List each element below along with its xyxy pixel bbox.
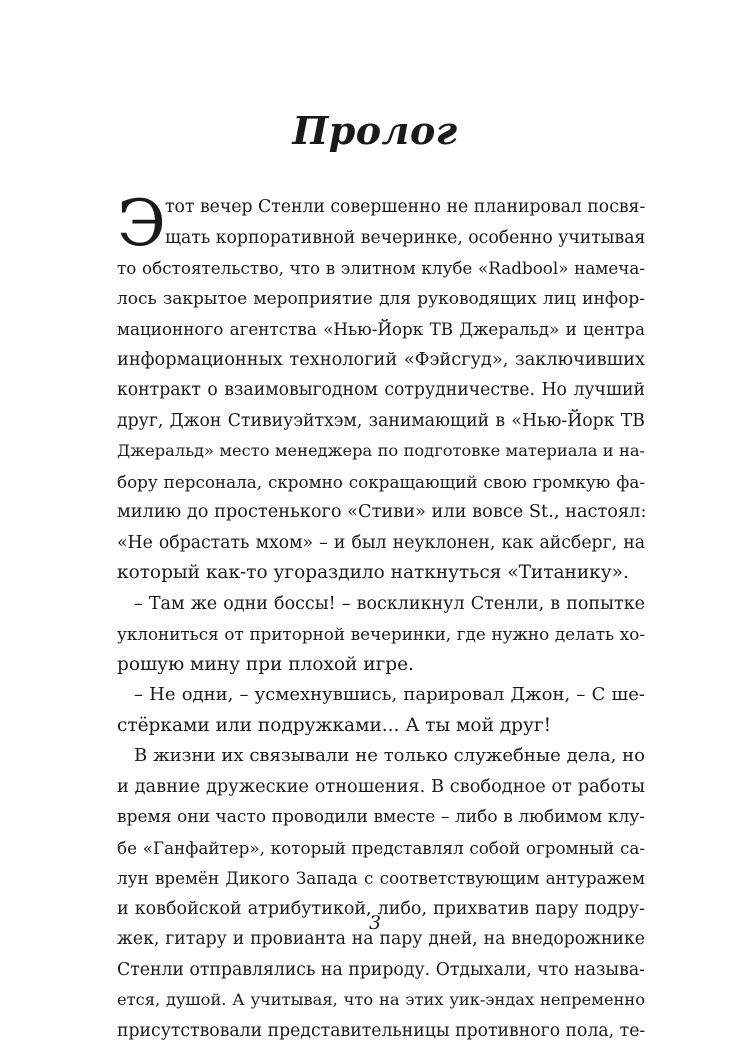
text-line: который как-то угораздило наткнуться «Титанику». [117, 558, 645, 589]
text-line: то обстоятельство, что в элитном клубе «Radbool» намеча- [117, 253, 645, 284]
text-line: В жизни их связывали не только служебные дела, но [117, 741, 645, 772]
text-line: уклониться от приторной вечеринки, где нужно делать хо- [117, 619, 645, 650]
text-line: лось закрытое мероприятие для руководящих лиц инфор- [117, 284, 645, 315]
text-line: милию до простенького «Стиви» или вовсе St., настоял: [117, 497, 645, 528]
text-line: информационных технологий «Фэйсгуд», заключивших [117, 345, 645, 376]
text-line: «Не обрастать мхом» – и был неуклонен, как айсберг, на [117, 528, 645, 559]
text-line: стёрками или подружками... А ты мой друг! [117, 711, 645, 742]
text-line: и ковбойской атрибутикой, либо, прихватив пару подру- [117, 894, 645, 925]
text-line: и давние дружеские отношения. В свободное от работы [117, 772, 645, 803]
text-line: контракт о взаимовыгодном сотрудничестве. Но лучший [117, 375, 645, 406]
text-line: жек, гитару и провианта на пару дней, на внедорожнике [117, 924, 645, 955]
text-line: присутствовали представительницы противного пола, те- [117, 1016, 645, 1046]
text-line: мационного агентства «Нью-Йорк ТВ Джеральд» и центра [117, 314, 645, 345]
drop-cap-letter: Э [117, 194, 166, 254]
text-line: щать корпоративной вечеринке, особенно учитывая [117, 223, 645, 254]
text-line: рошую мину при плохой игре. [117, 650, 645, 681]
text-line: Джеральд» место менеджера по подготовке материала и на- [117, 436, 645, 467]
page-number: 3 [0, 912, 750, 934]
text-line: – Там же одни боссы! – воскликнул Стенли, в попытке [117, 589, 645, 620]
text-line: лун времён Дикого Запада с соответствующим антуражем [117, 863, 645, 894]
text-line: бору персонала, скромно сокращающий свою громкую фа- [117, 467, 645, 498]
chapter-title: Пролог [0, 108, 750, 153]
text-line: друг, Джон Стивиуэйтхэм, занимающий в «Нью-Йорк ТВ [117, 406, 645, 437]
text-line: время они часто проводили вместе – либо в любимом клу- [117, 802, 645, 833]
text-line: – Не одни, – усмехнувшись, парировал Джон, – С ше- [117, 680, 645, 711]
text-line: тот вечер Стенли совершенно не планировал посвя- [117, 192, 645, 223]
text-line: бе «Ганфайтер», который представлял собой огромный са- [117, 833, 645, 864]
text-line: Стенли отправлялись на природу. Отдыхали, что называ- [117, 955, 645, 986]
text-line: ется, душой. А учитывая, что на этих уик-эндах непременно [117, 985, 645, 1016]
